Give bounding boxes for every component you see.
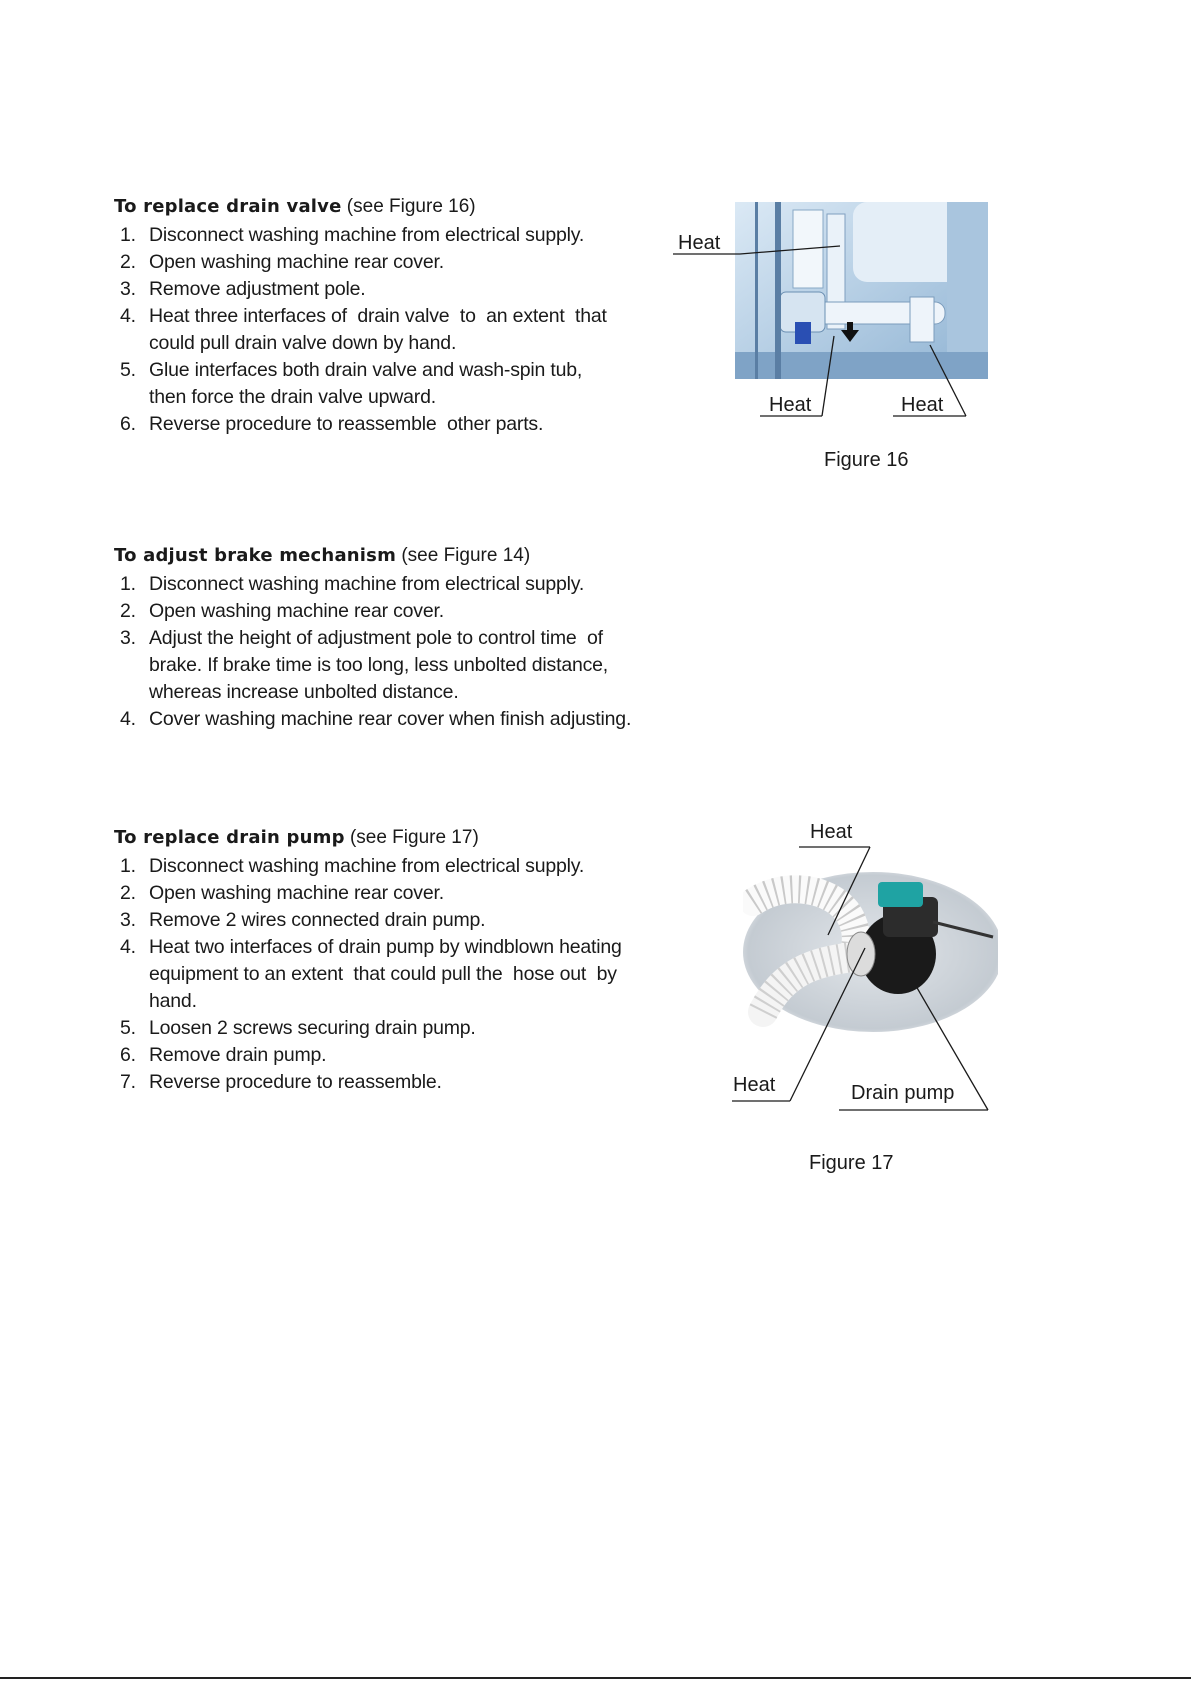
step-text-line: Reverse procedure to reassemble other parts.: [149, 413, 544, 435]
step-number: 1.: [120, 224, 136, 246]
step-item: [114, 249, 724, 276]
figure-16-heat-label: Heat: [678, 232, 721, 254]
step-text-line: could pull drain valve down by hand.: [149, 332, 457, 354]
step-item: [114, 880, 724, 907]
section-title: To adjust brake mechanism: [114, 545, 397, 566]
step-number: 7.: [120, 1071, 136, 1093]
step-number: 2.: [120, 600, 136, 622]
figure-16-heat-label: Heat: [769, 394, 812, 416]
drain-valve-photo-illustration: [735, 202, 988, 379]
step-item: [114, 357, 724, 411]
section-heading: [114, 825, 724, 851]
step-item: [114, 1069, 724, 1096]
step-number: 6.: [120, 413, 136, 435]
step-number: 2.: [120, 251, 136, 273]
step-item: [114, 222, 724, 249]
step-number: 3.: [120, 627, 136, 649]
figure-16-heat-label: Heat: [901, 394, 944, 416]
drain-pump-photo-illustration: [743, 862, 998, 1037]
step-text-line: Heat two interfaces of drain pump by windblown heating: [149, 936, 622, 958]
step-number: 4.: [120, 936, 136, 958]
figure-16-photo: [735, 202, 988, 379]
step-text-line: Open washing machine rear cover.: [149, 251, 444, 273]
figure-17-caption: Figure 17: [809, 1152, 894, 1174]
step-number: 3.: [120, 909, 136, 931]
section-title: To replace drain pump: [114, 827, 345, 848]
step-item: [114, 571, 724, 598]
step-text-line: Disconnect washing machine from electrical supply.: [149, 573, 585, 595]
step-text-line: then force the drain valve upward.: [149, 386, 436, 408]
figure-17-drain-pump-label: Drain pump: [851, 1082, 955, 1104]
step-text-line: Open washing machine rear cover.: [149, 882, 444, 904]
steps-list: [114, 853, 724, 1096]
section-title: To replace drain valve: [114, 196, 342, 217]
page-footer-rule: [0, 1677, 1191, 1679]
section-replace-drain-valve: [114, 194, 724, 438]
section-adjust-brake-mechanism: [114, 543, 724, 733]
step-text-line: Glue interfaces both drain valve and wash-spin tub,: [149, 359, 583, 381]
step-text-line: Reverse procedure to reassemble.: [149, 1071, 442, 1093]
step-number: 5.: [120, 359, 136, 381]
figure-reference: (see Figure 14): [401, 545, 531, 566]
step-text-line: brake. If brake time is too long, less unbolted distance,: [149, 654, 609, 676]
step-text-line: Remove 2 wires connected drain pump.: [149, 909, 486, 931]
figure-17-heat-label: Heat: [733, 1074, 776, 1096]
step-item: [114, 853, 724, 880]
step-number: 1.: [120, 573, 136, 595]
section-heading: [114, 543, 724, 569]
step-item: [114, 276, 724, 303]
step-text-line: Remove adjustment pole.: [149, 278, 366, 300]
step-number: 3.: [120, 278, 136, 300]
section-replace-drain-pump: [114, 825, 724, 1096]
step-item: [114, 411, 724, 438]
step-item: [114, 1042, 724, 1069]
step-item: [114, 706, 724, 733]
step-number: 1.: [120, 855, 136, 877]
step-text-line: whereas increase unbolted distance.: [149, 681, 459, 703]
figure-17-photo: [743, 862, 998, 1037]
step-text-line: equipment to an extent that could pull the hose out by: [149, 963, 617, 985]
step-text-line: Disconnect washing machine from electrical supply.: [149, 855, 585, 877]
steps-list: [114, 222, 724, 438]
step-text-line: Cover washing machine rear cover when finish adjusting.: [149, 708, 632, 730]
step-number: 4.: [120, 708, 136, 730]
step-text-line: Heat three interfaces of drain valve to an extent that: [149, 305, 607, 327]
step-item: [114, 598, 724, 625]
figure-reference: (see Figure 17): [349, 827, 479, 848]
step-item: [114, 625, 724, 706]
step-number: 6.: [120, 1044, 136, 1066]
step-text-line: Loosen 2 screws securing drain pump.: [149, 1017, 476, 1039]
step-item: [114, 907, 724, 934]
step-item: [114, 1015, 724, 1042]
step-number: 4.: [120, 305, 136, 327]
step-text-line: Remove drain pump.: [149, 1044, 327, 1066]
step-number: 2.: [120, 882, 136, 904]
step-number: 5.: [120, 1017, 136, 1039]
step-text-line: Open washing machine rear cover.: [149, 600, 444, 622]
figure-16-caption: Figure 16: [824, 449, 909, 471]
section-heading: [114, 194, 724, 220]
step-item: [114, 934, 724, 1015]
step-text-line: hand.: [149, 990, 197, 1012]
steps-list: [114, 571, 724, 733]
step-item: [114, 303, 724, 357]
figure-17-heat-label: Heat: [810, 821, 853, 843]
step-text-line: Adjust the height of adjustment pole to control time of: [149, 627, 603, 649]
figure-reference: (see Figure 16): [346, 196, 476, 217]
step-text-line: Disconnect washing machine from electrical supply.: [149, 224, 585, 246]
